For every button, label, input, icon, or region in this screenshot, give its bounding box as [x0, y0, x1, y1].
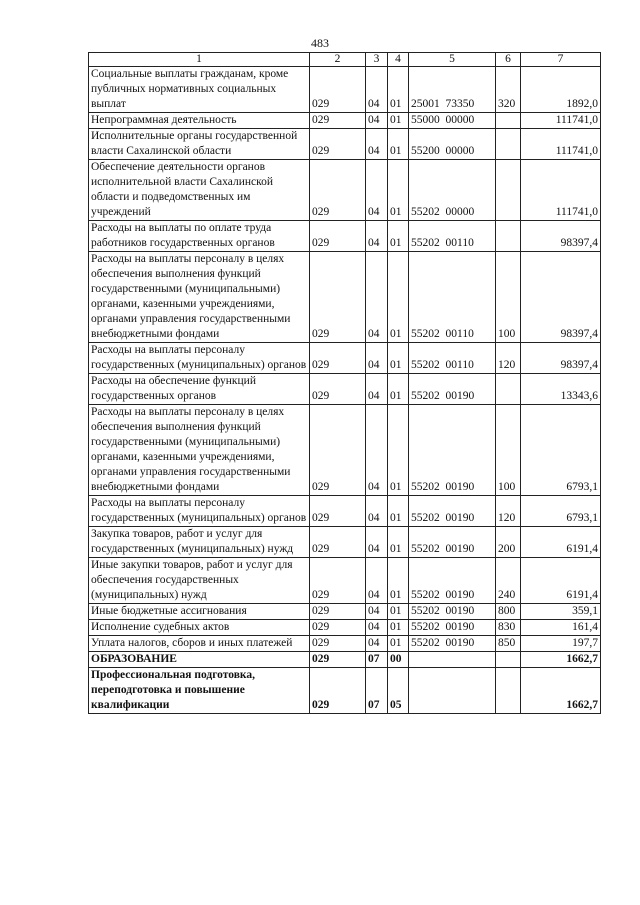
cell-subsection: 01	[388, 405, 409, 496]
cell-code-2: 029	[310, 343, 366, 374]
cell-section: 04	[366, 405, 388, 496]
cell-subsection: 01	[388, 160, 409, 221]
cell-subsection: 05	[388, 668, 409, 714]
cell-subsection: 01	[388, 558, 409, 604]
cell-section: 04	[366, 221, 388, 252]
cell-amount: 359,1	[521, 604, 601, 620]
cell-expense-type	[496, 113, 521, 129]
cell-expense-type: 320	[496, 67, 521, 113]
cell-code-2: 029	[310, 652, 366, 668]
cell-section: 04	[366, 527, 388, 558]
cell-code-2: 029	[310, 604, 366, 620]
cell-target-code: 55202 00190	[409, 558, 496, 604]
cell-expense-type: 100	[496, 252, 521, 343]
cell-target-code: 55202 00190	[409, 604, 496, 620]
cell-amount: 111741,0	[521, 129, 601, 160]
budget-table	[88, 52, 601, 714]
cell-code-2: 029	[310, 113, 366, 129]
cell-amount: 6793,1	[521, 405, 601, 496]
cell-section: 04	[366, 374, 388, 405]
col-header-4: 4	[388, 53, 409, 67]
cell-expense-type	[496, 374, 521, 405]
cell-section: 04	[366, 496, 388, 527]
cell-target-code: 25001 73350	[409, 67, 496, 113]
row-name: Профессиональная подготовка, переподготовка и повышение квалификации	[89, 668, 310, 714]
cell-amount: 1892,0	[521, 67, 601, 113]
cell-expense-type	[496, 160, 521, 221]
row-name: Иные бюджетные ассигнования	[89, 604, 310, 620]
row-name: Обеспечение деятельности органов исполнительной власти Сахалинской области и подведомственных им учреждений	[89, 160, 310, 221]
row-name: Исполнение судебных актов	[89, 620, 310, 636]
cell-amount: 98397,4	[521, 221, 601, 252]
cell-section: 04	[366, 558, 388, 604]
row-name: Иные закупки товаров, работ и услуг для обеспечения государственных (муниципальных) нужд	[89, 558, 310, 604]
table-row	[89, 527, 601, 558]
table-row	[89, 343, 601, 374]
row-name: Исполнительные органы государственной власти Сахалинской области	[89, 129, 310, 160]
col-header-1: 1	[89, 53, 310, 67]
cell-subsection: 01	[388, 113, 409, 129]
cell-target-code: 55202 00190	[409, 405, 496, 496]
cell-section: 04	[366, 160, 388, 221]
cell-amount: 6191,4	[521, 558, 601, 604]
table-row	[89, 636, 601, 652]
cell-target-code: 55202 00110	[409, 252, 496, 343]
cell-amount: 6191,4	[521, 527, 601, 558]
cell-target-code: 55202 00000	[409, 160, 496, 221]
row-name: Расходы на выплаты персоналу государственных (муниципальных) органов	[89, 496, 310, 527]
cell-section: 04	[366, 129, 388, 160]
cell-amount: 98397,4	[521, 343, 601, 374]
cell-section: 04	[366, 604, 388, 620]
cell-code-2: 029	[310, 668, 366, 714]
cell-amount: 111741,0	[521, 160, 601, 221]
cell-amount: 197,7	[521, 636, 601, 652]
table-row	[89, 558, 601, 604]
table-row	[89, 668, 601, 714]
cell-expense-type: 100	[496, 405, 521, 496]
cell-target-code: 55000 00000	[409, 113, 496, 129]
row-name: Уплата налогов, сборов и иных платежей	[89, 636, 310, 652]
cell-subsection: 00	[388, 652, 409, 668]
table-row	[89, 604, 601, 620]
table-row	[89, 652, 601, 668]
row-name: Расходы на выплаты персоналу в целях обеспечения выполнения функций государственными (муниципальными) органами, казенными учреждениями, органами управления государственными внебюджетными фондами	[89, 405, 310, 496]
cell-expense-type	[496, 652, 521, 668]
cell-amount: 111741,0	[521, 113, 601, 129]
col-header-3: 3	[366, 53, 388, 67]
row-name: Расходы на выплаты персоналу государственных (муниципальных) органов	[89, 343, 310, 374]
cell-section: 04	[366, 343, 388, 374]
cell-subsection: 01	[388, 620, 409, 636]
table-row	[89, 129, 601, 160]
col-header-6: 6	[496, 53, 521, 67]
cell-code-2: 029	[310, 160, 366, 221]
cell-section: 04	[366, 636, 388, 652]
cell-expense-type: 240	[496, 558, 521, 604]
cell-target-code: 55202 00190	[409, 636, 496, 652]
cell-code-2: 029	[310, 527, 366, 558]
cell-subsection: 01	[388, 129, 409, 160]
cell-subsection: 01	[388, 527, 409, 558]
cell-target-code: 55202 00190	[409, 620, 496, 636]
col-header-2: 2	[310, 53, 366, 67]
cell-expense-type: 120	[496, 343, 521, 374]
cell-target-code: 55202 00190	[409, 496, 496, 527]
cell-expense-type: 850	[496, 636, 521, 652]
table-row	[89, 620, 601, 636]
page-number: 483	[311, 36, 329, 50]
cell-amount: 13343,6	[521, 374, 601, 405]
cell-target-code: 55202 00190	[409, 374, 496, 405]
row-name: Расходы на выплаты по оплате труда работников государственных органов	[89, 221, 310, 252]
row-name: Расходы на обеспечение функций государственных органов	[89, 374, 310, 405]
cell-expense-type: 200	[496, 527, 521, 558]
cell-target-code	[409, 652, 496, 668]
table-row	[89, 113, 601, 129]
cell-amount: 1662,7	[521, 668, 601, 714]
cell-subsection: 01	[388, 496, 409, 527]
cell-code-2: 029	[310, 496, 366, 527]
cell-subsection: 01	[388, 221, 409, 252]
cell-code-2: 029	[310, 636, 366, 652]
cell-expense-type: 830	[496, 620, 521, 636]
cell-code-2: 029	[310, 67, 366, 113]
cell-section: 04	[366, 620, 388, 636]
cell-section: 04	[366, 67, 388, 113]
cell-target-code	[409, 668, 496, 714]
cell-expense-type: 120	[496, 496, 521, 527]
cell-section: 04	[366, 113, 388, 129]
cell-subsection: 01	[388, 343, 409, 374]
cell-target-code: 55200 00000	[409, 129, 496, 160]
row-name: Непрограммная деятельность	[89, 113, 310, 129]
cell-section: 07	[366, 668, 388, 714]
cell-code-2: 029	[310, 558, 366, 604]
header-row	[89, 53, 601, 67]
cell-expense-type	[496, 129, 521, 160]
row-name: Социальные выплаты гражданам, кроме публичных нормативных социальных выплат	[89, 67, 310, 113]
table-row	[89, 405, 601, 496]
table-row	[89, 374, 601, 405]
cell-amount: 98397,4	[521, 252, 601, 343]
row-name: ОБРАЗОВАНИЕ	[89, 652, 310, 668]
col-header-7: 7	[521, 53, 601, 67]
col-header-5: 5	[409, 53, 496, 67]
cell-subsection: 01	[388, 252, 409, 343]
cell-code-2: 029	[310, 620, 366, 636]
row-name: Расходы на выплаты персоналу в целях обеспечения выполнения функций государственными (муниципальными) органами, казенными учреждениями, органами управления государственными внебюджетными фондами	[89, 252, 310, 343]
cell-expense-type: 800	[496, 604, 521, 620]
table-row	[89, 496, 601, 527]
cell-amount: 1662,7	[521, 652, 601, 668]
cell-section: 07	[366, 652, 388, 668]
table-row	[89, 160, 601, 221]
cell-subsection: 01	[388, 604, 409, 620]
cell-code-2: 029	[310, 221, 366, 252]
cell-code-2: 029	[310, 405, 366, 496]
row-name: Закупка товаров, работ и услуг для государственных (муниципальных) нужд	[89, 527, 310, 558]
cell-amount: 161,4	[521, 620, 601, 636]
cell-target-code: 55202 00110	[409, 221, 496, 252]
cell-target-code: 55202 00190	[409, 527, 496, 558]
cell-code-2: 029	[310, 374, 366, 405]
cell-section: 04	[366, 252, 388, 343]
table-row	[89, 221, 601, 252]
table-row	[89, 67, 601, 113]
table-body	[89, 67, 601, 714]
cell-subsection: 01	[388, 374, 409, 405]
cell-expense-type	[496, 668, 521, 714]
cell-subsection: 01	[388, 67, 409, 113]
table-row	[89, 252, 601, 343]
cell-code-2: 029	[310, 129, 366, 160]
cell-amount: 6793,1	[521, 496, 601, 527]
cell-target-code: 55202 00110	[409, 343, 496, 374]
cell-expense-type	[496, 221, 521, 252]
cell-code-2: 029	[310, 252, 366, 343]
cell-subsection: 01	[388, 636, 409, 652]
